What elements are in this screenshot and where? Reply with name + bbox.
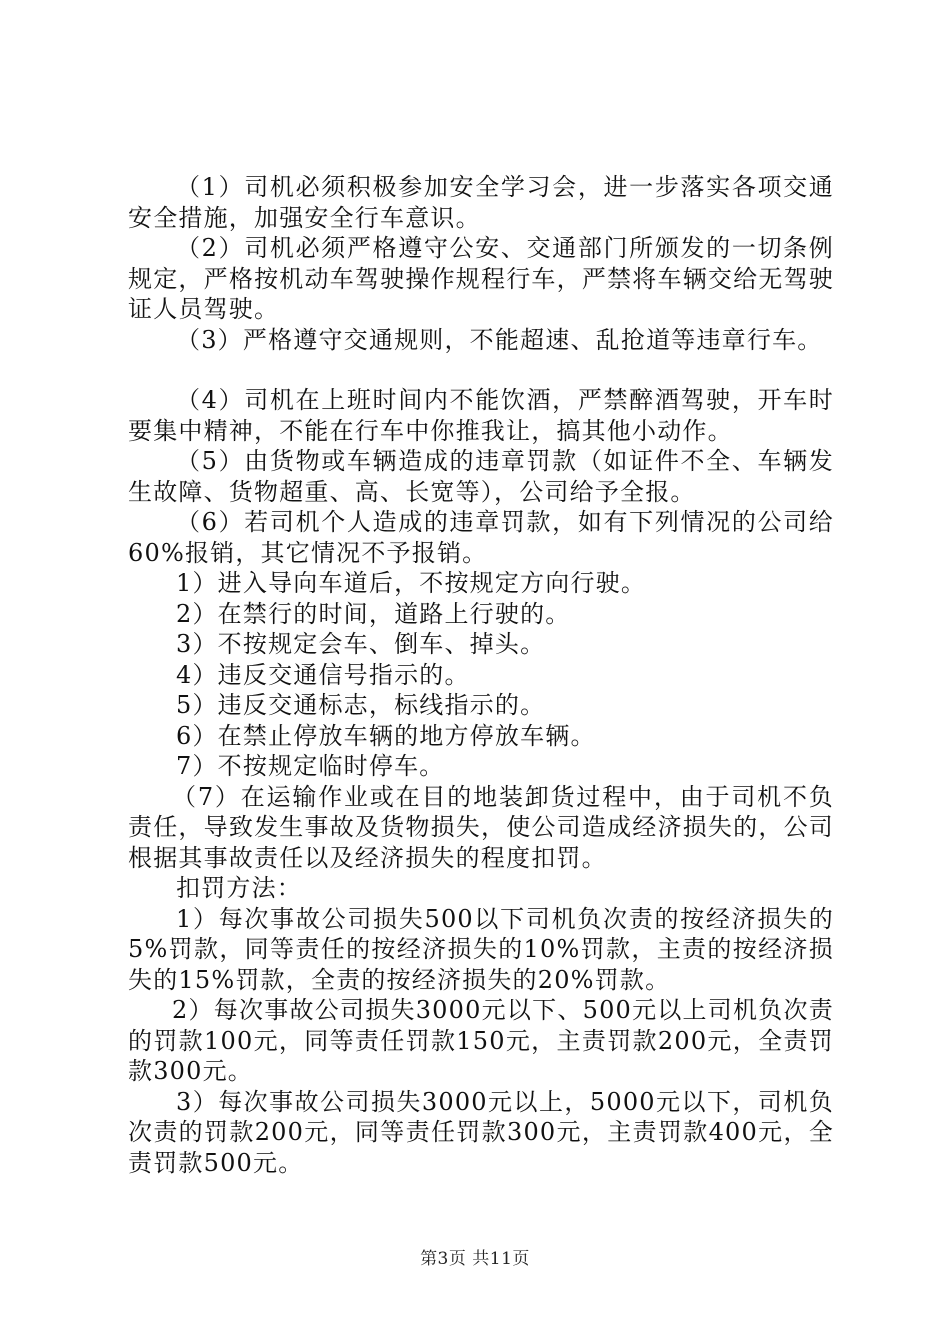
penalty-item-2: 2）每次事故公司损失3000元以下、500元以上司机负次责的罚款100元，同等责任罚款150元，主责罚款200元，全责罚款300元。 [128,996,834,1085]
paragraph-rule-2: （2）司机必须严格遵守公安、交通部门所颁发的一切条例规定，严格按机动车驾驶操作规程行车，严禁将车辆交给无驾驶证人员驾驶。 [128,234,834,323]
penalty-item-1: 1）每次事故公司损失500以下司机负次责的按经济损失的5%罚款，同等责任的按经济损失的10%罚款，主责的按经济损失的15%罚款，全责的按经济损失的20%罚款。 [128,904,834,994]
list-item-violation-2: 2）在禁行的时间，道路上行驶的。 [176,599,571,628]
list-item-violation-4: 4）违反交通信号指示的。 [176,660,470,689]
paragraph-gap [128,355,834,385]
paragraph-rule-6: （6）若司机个人造成的违章罚款，如有下列情况的公司给60%报销，其它情况不予报销。 [128,508,834,567]
paragraph-rule-4: （4）司机在上班时间内不能饮酒，严禁醉酒驾驶，开车时要集中精神，不能在行车中你推我让，搞其他小动作。 [128,386,834,445]
list-item-violation-1: 1）进入导向车道后，不按规定方向行驶。 [176,569,647,597]
paragraph-rule-5: （5）由货物或车辆造成的违章罚款（如证件不全、车辆发生故障、货物超重、高、长宽等），公司给予全报。 [128,447,834,506]
paragraph-rule-3: （3）严格遵守交通规则，不能超速、乱抢道等违章行车。 [176,325,823,354]
list-item-violation-6: 6）在禁止停放车辆的地方停放车辆。 [176,721,596,750]
paragraph-rule-7: （7）在运输作业或在目的地装卸货过程中，由于司机不负责任，导致发生事故及货物损失，使公司造成经济损失的，公司根据其事故责任以及经济损失的程度扣罚。 [128,782,834,872]
paragraph-rule-1: （1）司机必须积极参加安全学习会，进一步落实各项交通安全措施，加强安全行车意识。 [128,173,834,232]
document-body [128,172,834,1178]
penalty-item-3: 3）每次事故公司损失3000元以上，5000元以下，司机负次责的罚款200元，同等责任罚款300元，主责罚款400元，全责罚款500元。 [128,1087,834,1177]
list-item-violation-5: 5）违反交通标志，标线指示的。 [176,691,546,719]
list-item-violation-7: 7）不按规定临时停车。 [176,752,445,780]
list-item-violation-3: 3）不按规定会车、倒车、掉头。 [176,630,546,658]
penalty-method-heading: 扣罚方法： [176,874,302,902]
page-number-footer: 第3页 共11页 [420,1249,530,1269]
